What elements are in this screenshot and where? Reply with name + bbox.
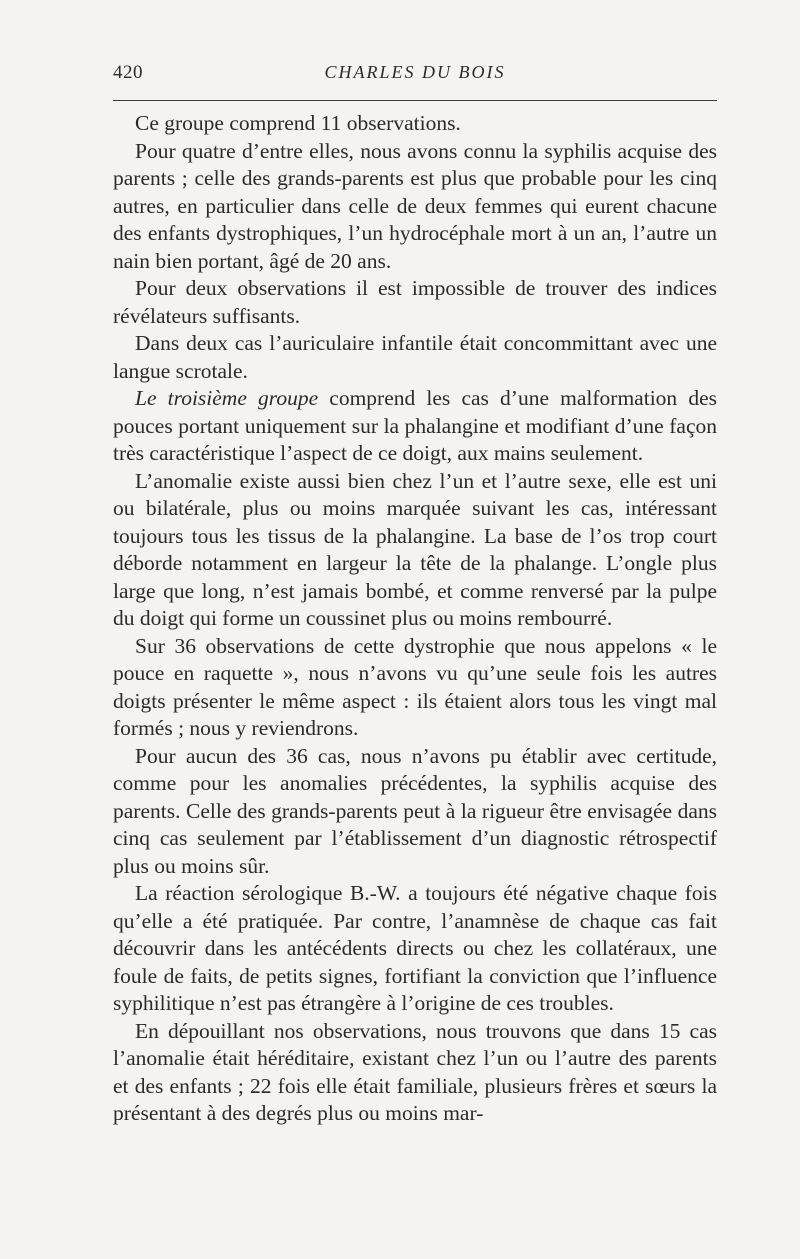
paragraph: Le troisième groupe comprend les cas d’une malformation des pouces portant uniquement sur la phalangine et modifiant d’une façon très caractéristique l’aspect de ce doigt, aux mains seulement. xyxy=(113,386,717,465)
page-header xyxy=(113,62,717,92)
paragraph: Pour quatre d’entre elles, nous avons connu la syphilis acquise des parents ; celle des grands-parents est plus que probable pour les cinq autres, en particulier dans celle de deux femmes qui eurent chacune des enfants dystrophiques, l’un hydrocéphale mort à un an, l’autre un nain bien portant, âgé de 20 ans. xyxy=(113,138,717,273)
paragraph: La réaction sérologique B.-W. a toujours été négative chaque fois qu’elle a été pratiquée. Par contre, l’anamnèse de chaque cas fait découvrir dans les antécédents directs ou chez les collatéraux, une foule de faits, de petits signes, fortifiant la conviction que l’influence syphilitique n’est pas étrangère à l’origine de ces troubles. xyxy=(113,881,717,1015)
body-text xyxy=(113,110,717,1128)
italic-lead: Le troisième groupe xyxy=(135,386,319,410)
paragraph: En dépouillant nos observations, nous trouvons que dans 15 cas l’anomalie était héréditaire, existant chez l’un ou l’autre des parents et des enfants ; 22 fois elle était familiale, plusieurs frères et sœurs la présentant à des degrés plus ou moins mar- xyxy=(113,1018,717,1125)
paragraph: Pour aucun des 36 cas, nous n’avons pu établir avec certitude, comme pour les anomalies précédentes, la syphilis acquise des parents. Celle des grands-parents peut à la rigueur être envisagée dans cinq cas seulement par l’établissement d’un diagnostic rétrospectif plus ou moins sûr. xyxy=(113,743,717,878)
paragraph: Dans deux cas l’auriculaire infantile était concommittant avec une langue scrotale. xyxy=(113,331,717,383)
paragraph: Ce groupe comprend 11 observations. xyxy=(135,111,461,135)
paragraph: L’anomalie existe aussi bien chez l’un et l’autre sexe, elle est uni ou bilatérale, plus ou moins marquée suivant les cas, intéressant toujours tous les tissus de la phalangine. La base de l’os trop court déborde notamment en largeur la tête de la phalange. L’ongle plus large que long, n’est jamais bombé, et comme renversé par la pulpe du doigt qui forme un coussinet plus ou moins rembourré. xyxy=(113,468,717,630)
header-rule xyxy=(113,100,717,101)
paragraph: Pour deux observations il est impossible de trouver des indices révélateurs suffisants. xyxy=(113,276,717,328)
page-number: 420 xyxy=(113,62,143,83)
running-title: CHARLES DU BOIS xyxy=(324,62,506,82)
paragraph: Sur 36 observations de cette dystrophie que nous appelons « le pouce en raquette », nous n’avons vu qu’une seule fois les autres doigts présenter le même aspect : ils étaient alors tous les vingt mal formés ; nous y reviendrons. xyxy=(113,633,717,740)
